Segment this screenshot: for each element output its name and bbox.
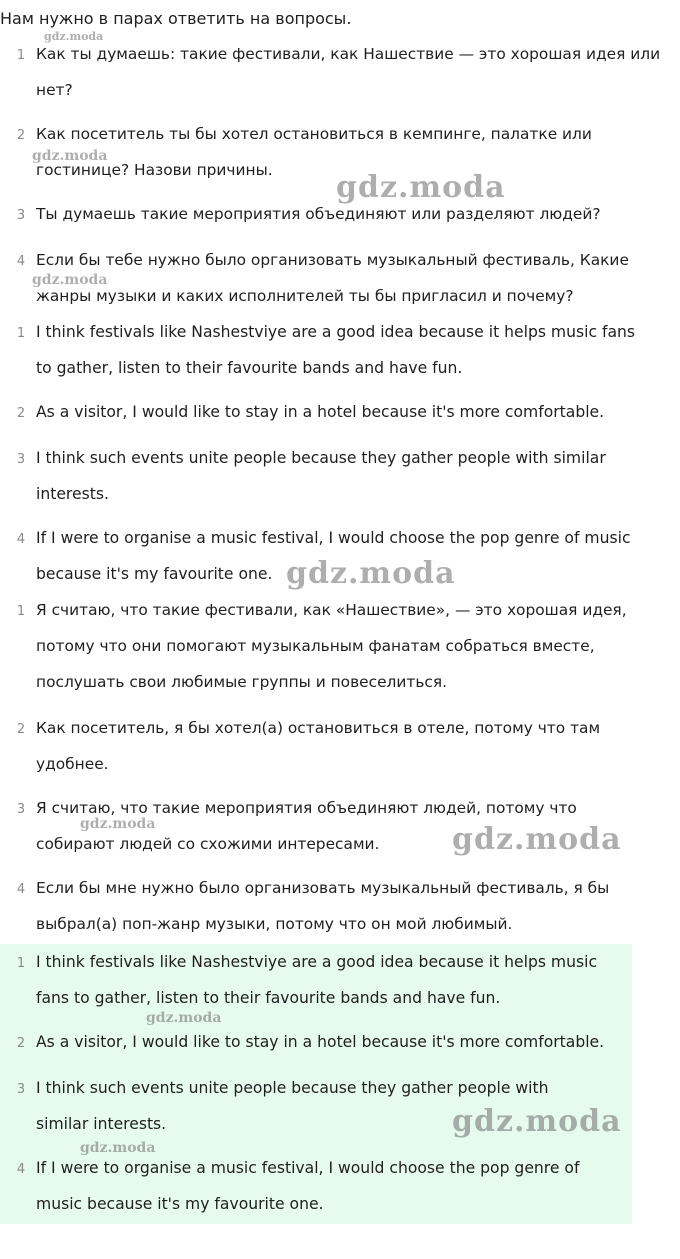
item-line: fans to gather, listen to their favourite bands and have fun. [36,989,501,1007]
item-line: Как посетитель ты бы хотел остановиться в кемпинге, палатке или [36,125,592,143]
item-number: 4 [16,882,26,897]
item-line: I think such events unite people because they gather people with similar [36,449,606,467]
item-line: I think festivals like Nashestviye are a good idea because it helps music [36,953,598,971]
watermark-logo: gdz.moda [32,148,108,164]
item-line: As a visitor, I would like to stay in a hotel because it's more comfortable. [36,1033,605,1051]
item-number: 1 [16,956,26,971]
item-line: Если бы мне нужно было организовать музыкальный фестиваль, я бы [36,879,610,897]
item-number: 4 [16,254,26,269]
item-line: similar interests. [36,1115,167,1133]
watermark-logo: gdz.moda [452,1104,622,1139]
item-line: Ты думаешь такие мероприятия объединяют или разделяют людей? [36,205,601,223]
item-line: послушать свои любимые группы и повеселиться. [36,673,448,691]
item-line: Как посетитель, я бы хотел(а) остановиться в отеле, потому что там [36,719,601,737]
item-line: потому что они помогают музыкальным фанатам собраться вместе, [36,637,595,655]
intro-text: Нам нужно в парах ответить на вопросы. [0,9,352,28]
watermark-logo: gdz.moda [286,556,456,591]
item-number: 4 [16,1162,26,1177]
item-number: 3 [16,802,26,817]
item-line: Я считаю, что такие мероприятия объединяют людей, потому что [36,799,577,817]
watermark-logo: gdz.moda [80,1140,156,1156]
item-number: 1 [16,48,26,63]
item-line: because it's my favourite one. [36,565,273,583]
item-line: Как ты думаешь: такие фестивали, как Нашествие — это хорошая идея или [36,45,661,63]
watermark-logo: gdz.moda [336,170,506,205]
item-line: If I were to organise a music festival, I would choose the pop genre of [36,1159,580,1177]
item-number: 3 [16,452,26,467]
watermark-logo: gdz.moda [452,822,622,857]
item-line: I think such events unite people because they gather people with [36,1079,549,1097]
item-line: выбрал(а) поп-жанр музыки, потому что он мой любимый. [36,915,513,933]
item-number: 2 [16,128,26,143]
item-line: нет? [36,81,73,99]
item-line: жанры музыки и каких исполнителей ты бы пригласил и почему? [36,287,574,305]
watermark-logo: gdz.moda [44,30,104,43]
item-number: 4 [16,532,26,547]
item-line: interests. [36,485,109,503]
item-number: 2 [16,406,26,421]
watermark-logo: gdz.moda [80,816,156,832]
item-line: music because it's my favourite one. [36,1195,324,1213]
item-line: удобнее. [36,755,109,773]
watermark-logo: gdz.moda [32,272,108,288]
item-line: to gather, listen to their favourite bands and have fun. [36,359,463,377]
item-line: собирают людей со схожими интересами. [36,835,380,853]
item-line: гостинице? Назови причины. [36,161,273,179]
item-number: 2 [16,1036,26,1051]
item-number: 2 [16,722,26,737]
item-line: I think festivals like Nashestviye are a good idea because it helps music fans [36,323,636,341]
item-number: 3 [16,1082,26,1097]
item-number: 1 [16,326,26,341]
watermark-logo: gdz.moda [146,1010,222,1026]
item-number: 1 [16,604,26,619]
item-line: Если бы тебе нужно было организовать музыкальный фестиваль, Какие [36,251,629,269]
item-line: As a visitor, I would like to stay in a hotel because it's more comfortable. [36,403,605,421]
item-line: If I were to organise a music festival, I would choose the pop genre of music [36,529,631,547]
item-number: 3 [16,208,26,223]
item-line: Я считаю, что такие фестивали, как «Нашествие», — это хорошая идея, [36,601,627,619]
